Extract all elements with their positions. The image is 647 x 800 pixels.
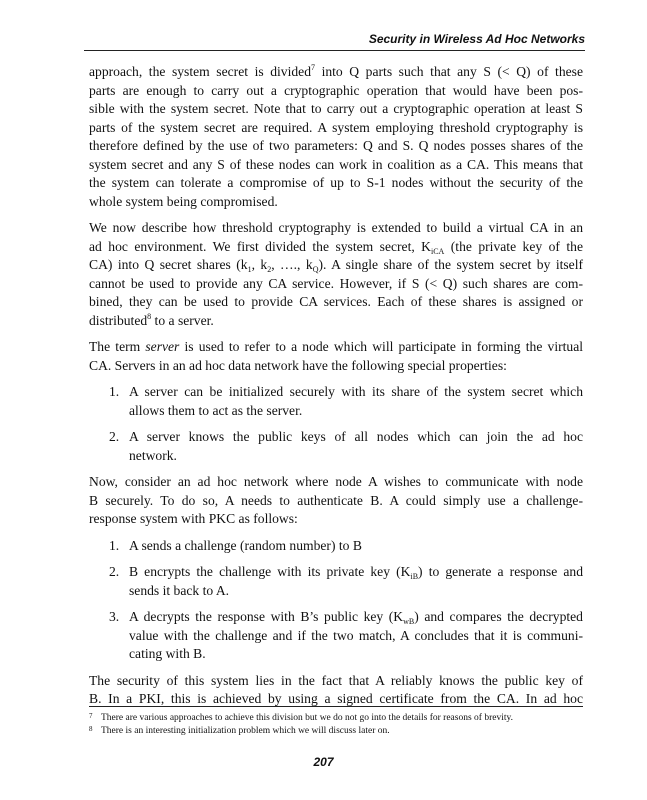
list-item: 3. A decrypts the response with B’s public key $(K_{wB})$ and compares the decrypted value with the challenge and if the two match, A concludes that it is communi- cating with B. (109, 609, 583, 661)
paragraph: approach, the system secret is divided$^7$ into Q parts such that any S (< Q) of these parts are enough to carry out a cryptographic operation that would have been pos- sible with the system secret. Note that to carry out a cryptographic operation at least S parts of the system secret are required. A system employing threshold cryptography is therefore defined by the use of two parameters: Q and S. Q nodes posses shares of the system secret and any S of these nodes can work in coalition as a CA. This means that the system can tolerate a compromise of up to S-1 nodes without the security of the whole system being compromised. (89, 63, 583, 209)
server-properties-list (89, 383, 583, 465)
paragraph: The security of this system lies in the fact that A reliably knows the public key of B. In a PKI, this is achieved by using a signed certificate from the CA. In ad hoc (89, 672, 583, 706)
challenge-response-steps (89, 537, 583, 664)
footnotes (89, 706, 583, 738)
running-header: Security in Wireless Ad Hoc Networks (84, 32, 585, 51)
paragraph: Now, consider an ad hoc network where node A wishes to communicate with node B securely. To do so, A needs to authenticate B. A could simply use a challenge- response system with PKC as follows: (89, 474, 583, 526)
list-item: 1. A sends a challenge (random number) to B (109, 537, 362, 553)
paragraph: We now describe how threshold cryptography is extended to build a virtual CA in an ad hoc environment. We first divided the system secret, $K_{iCA}$ (the private key of the CA) into Q secret shares ($k_1$, $k_2$, …., $k_Q$). A single share of the system secret by itself cannot be used to provide any CA service. However, if S (< Q) such shares are com- bined, they can be used to provide CA services. Each of these shares is assigned or distributed$^8$ to a server. (89, 220, 584, 328)
footnote-7: 7 There are various approaches to achieve this division but we do not go into the details for reasons of brevity. (89, 712, 513, 723)
list-item: 1. A server can be initialized securely with its share of the system secret which allows them to act as the server. (109, 384, 583, 418)
paragraph: The term server is used to refer to a node which will participate in forming the virtual CA. Servers in an ad hoc data network have the following special properties: (89, 339, 584, 373)
list-item: 2. B encrypts the challenge with its private key $(K_{iB})$ to generate a response and sends it back to A. (109, 564, 583, 598)
page-number: 207 (313, 755, 334, 769)
footnote-8: 8 There is an interesting initialization problem which we will discuss later on. (89, 725, 390, 736)
footnote-ref-7[interactable]: 7 (311, 63, 315, 72)
list-item: 2. A server knows the public keys of all nodes which can join the ad hoc network. (109, 429, 583, 463)
footnote-ref-8[interactable]: 8 (147, 311, 152, 321)
body-text (89, 63, 583, 717)
